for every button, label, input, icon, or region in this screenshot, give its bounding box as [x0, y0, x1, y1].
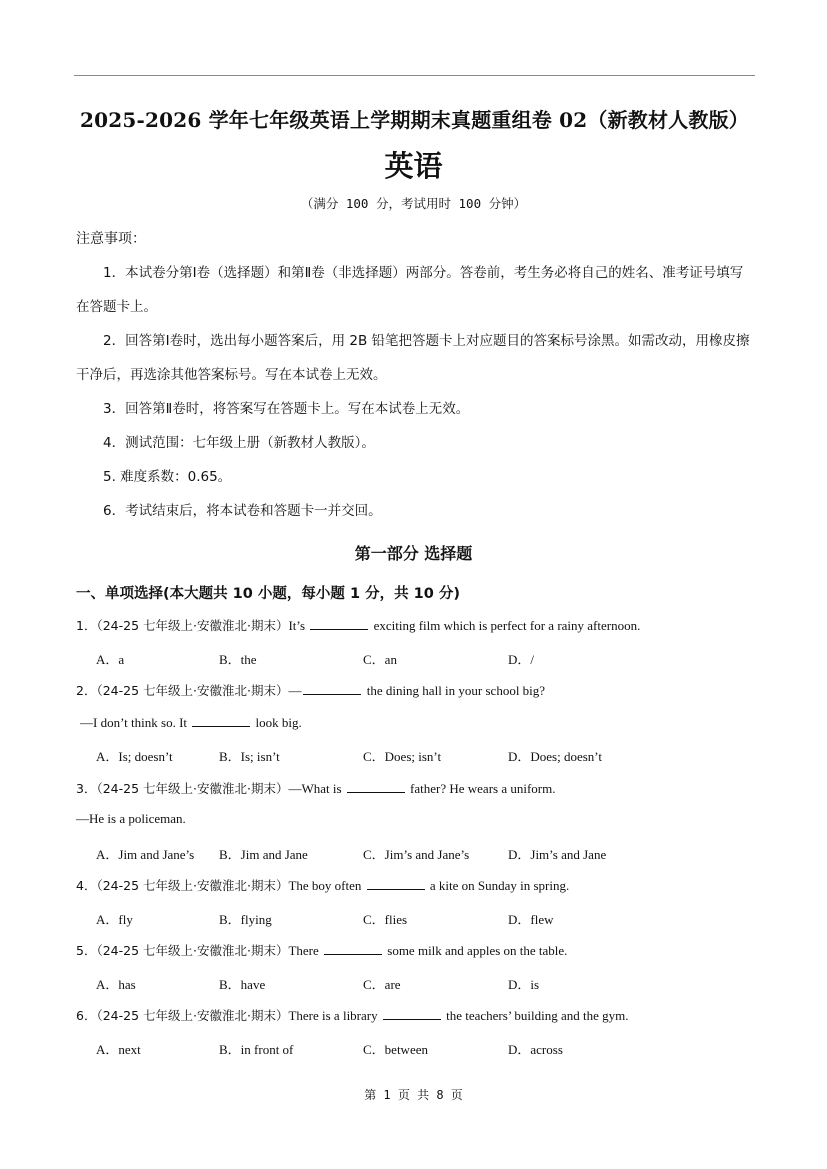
option-c: C．Does; isn’t: [363, 749, 442, 764]
answer-blank: [303, 682, 361, 695]
option-a: A．Jim and Jane’s: [96, 847, 195, 862]
answer-blank: [383, 1007, 441, 1020]
notice-list: [76, 256, 756, 528]
question-3: 3．（24-25 七年级上·安徽淮北·期末）—What is father? He wears a uniform.: [76, 781, 556, 796]
question-2-reply: —I don’t think so. It look big.: [80, 715, 302, 730]
answer-blank: [192, 714, 250, 727]
notice-heading: 注意事项：: [76, 231, 146, 247]
option-b: B．Is; isn’t: [219, 749, 280, 764]
question-number: 1．: [76, 618, 97, 633]
score-note: （满分 100 分，考试用时 100 分钟）: [300, 196, 527, 211]
option-d: D．flew: [508, 912, 554, 927]
option-c: C．Jim’s and Jane’s: [363, 847, 470, 862]
option-a: A．a: [96, 652, 125, 667]
question-source: （24-25 七年级上·安徽淮北·期末）: [96, 1008, 289, 1023]
option-d: D．is: [508, 977, 540, 992]
question-number: 5．: [76, 943, 97, 958]
question-4: 4．（24-25 七年级上·安徽淮北·期末）The boy often a kite on Sunday in spring.: [76, 878, 570, 893]
option-d: D．across: [508, 1042, 563, 1057]
question-5: 5．（24-25 七年级上·安徽淮北·期末）There some milk and apples on the table.: [76, 943, 568, 958]
question-source: （24-25 七年级上·安徽淮北·期末）: [96, 878, 289, 893]
answer-blank: [347, 780, 405, 793]
question-number: 3．: [76, 781, 97, 796]
header-rule: [74, 75, 755, 76]
option-a: A．fly: [96, 912, 133, 927]
subject-title: 英语: [384, 149, 443, 183]
notice-item: 2．回答第Ⅰ卷时，选出每小题答案后，用 2B 铅笔把答题卡上对应题目的答案标号涂黑。如需改动，用橡皮擦干净后，再选涂其他答案标号。写在本试卷上无效。: [76, 333, 750, 383]
option-c: C．flies: [363, 912, 408, 927]
notice-item: 3．回答第Ⅱ卷时，将答案写在答题卡上。写在本试卷上无效。: [103, 401, 470, 417]
option-d: D．Jim’s and Jane: [508, 847, 607, 862]
option-b: B．Jim and Jane: [219, 847, 308, 862]
option-c: C．an: [363, 652, 397, 667]
section-subtitle: 一、单项选择(本大题共 10 小题，每小题 1 分，共 10 分): [76, 586, 460, 602]
option-d: D．/: [508, 652, 535, 667]
question-number: 2．: [76, 683, 97, 698]
option-a: A．has: [96, 977, 136, 992]
option-d: D．Does; doesn’t: [508, 749, 603, 764]
page-number: 第 1 页 共 8 页: [364, 1088, 463, 1102]
question-6: 6．（24-25 七年级上·安徽淮北·期末）There is a library the teachers’ building and the gym.: [76, 1008, 629, 1023]
notice-item: 1．本试卷分第Ⅰ卷（选择题）和第Ⅱ卷（非选择题）两部分。答卷前，考生务必将自己的姓名、准考证号填写在答题卡上。: [76, 265, 744, 315]
notice-item: 5. 难度系数：0.65。: [103, 469, 232, 485]
question-source: （24-25 七年级上·安徽淮北·期末）: [96, 943, 289, 958]
question-number: 6．: [76, 1008, 97, 1023]
question-1: 1．（24-25 七年级上·安徽淮北·期末）It’s exciting film which is perfect for a rainy afternoon.: [76, 618, 641, 633]
option-b: B．have: [219, 977, 266, 992]
option-b: B．the: [219, 652, 257, 667]
exam-title: 2025-2026 学年七年级英语上学期期末真题重组卷 02（新教材人教版）: [80, 108, 749, 132]
option-b: B．flying: [219, 912, 272, 927]
question-3-reply: —He is a policeman.: [76, 811, 186, 826]
option-c: C．are: [363, 977, 401, 992]
question-2: 2．（24-25 七年级上·安徽淮北·期末）— the dining hall in your school big?: [76, 683, 546, 698]
notice-item: 6．考试结束后，将本试卷和答题卡一并交回。: [103, 503, 382, 519]
answer-blank: [310, 617, 368, 630]
notice-item: 4．测试范围：七年级上册（新教材人教版）。: [103, 435, 375, 451]
answer-blank: [367, 877, 425, 890]
option-c: C．between: [363, 1042, 428, 1057]
option-a: A．Is; doesn’t: [96, 749, 173, 764]
question-number: 4．: [76, 878, 97, 893]
option-b: B．in front of: [219, 1042, 294, 1057]
question-source: （24-25 七年级上·安徽淮北·期末）: [96, 683, 289, 698]
answer-blank: [324, 942, 382, 955]
question-source: （24-25 七年级上·安徽淮北·期末）: [96, 781, 289, 796]
option-a: A．next: [96, 1042, 141, 1057]
section-title: 第一部分 选择题: [354, 544, 473, 563]
question-source: （24-25 七年级上·安徽淮北·期末）: [96, 618, 289, 633]
